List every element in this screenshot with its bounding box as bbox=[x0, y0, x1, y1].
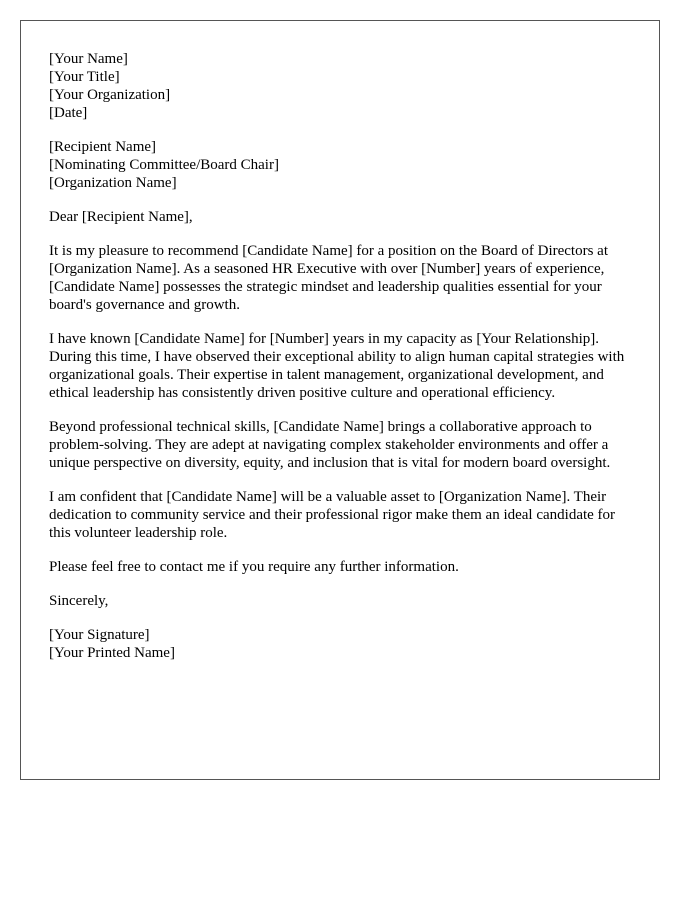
letter-frame bbox=[20, 20, 660, 780]
signature-line: [Your Signature] bbox=[49, 627, 150, 643]
recipient-organization: [Organization Name] bbox=[49, 175, 177, 191]
recipient-name: [Recipient Name] bbox=[49, 139, 157, 155]
signature-block bbox=[49, 626, 633, 662]
recipient-role: [Nominating Committee/Board Chair] bbox=[49, 157, 279, 173]
sender-title: [Your Title] bbox=[49, 69, 120, 85]
letter-body bbox=[49, 50, 633, 678]
body-paragraph-2: I have known [Candidate Name] for [Number] years in my capacity as [Your Relationship]. During this time, I have observed their exceptional ability to align human capital strategies with organizational goals. Their expertise in talent management, organizational development, and ethical leadership has consistently driven positive culture and operational efficiency. bbox=[49, 331, 625, 401]
body-paragraph-5: Please feel free to contact me if you require any further information. bbox=[49, 559, 459, 575]
sender-organization: [Your Organization] bbox=[49, 87, 171, 103]
salutation: Dear [Recipient Name], bbox=[49, 209, 193, 225]
sender-block bbox=[49, 50, 633, 122]
recipient-block bbox=[49, 138, 633, 192]
letter-date: [Date] bbox=[49, 105, 88, 121]
printed-name: [Your Printed Name] bbox=[49, 645, 175, 661]
body-paragraph-4: I am confident that [Candidate Name] will be a valuable asset to [Organization Name]. Their dedication to community service and their professional rigor make them an ideal candidate for this volunteer leadership role. bbox=[49, 489, 616, 541]
body-paragraph-1: It is my pleasure to recommend [Candidate Name] for a position on the Board of Directors at [Organization Name]. As a seasoned HR Executive with over [Number] years of experience, [Candidate Name] possesses the strategic mindset and leadership qualities essential for your board's governance and growth. bbox=[49, 243, 608, 313]
closing: Sincerely, bbox=[49, 593, 109, 609]
body-paragraph-3: Beyond professional technical skills, [Candidate Name] brings a collaborative approach to problem-solving. They are adept at navigating complex stakeholder environments and offer a unique perspective on diversity, equity, and inclusion that is vital for modern board oversight. bbox=[49, 419, 611, 471]
sender-name: [Your Name] bbox=[49, 51, 128, 67]
